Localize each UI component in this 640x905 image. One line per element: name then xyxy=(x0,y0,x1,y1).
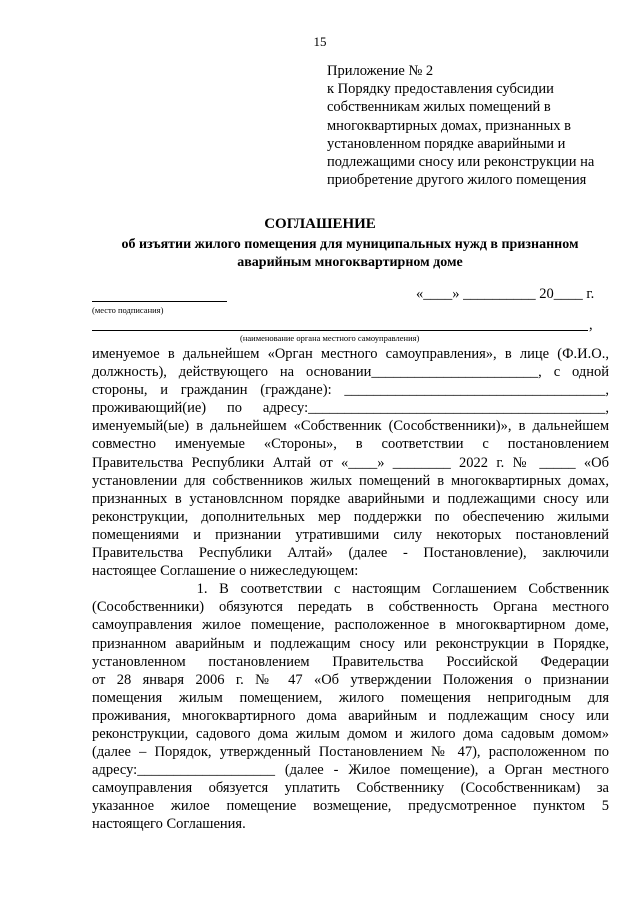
body-line: Правительства Республики Алтай» (далее - Постановление), заключили xyxy=(92,545,609,562)
appendix-line: многоквартирных домах, признанных в xyxy=(327,117,571,134)
body-line: от 28 января 2006 г. № 47 «Об утверждении Положения о признании xyxy=(92,671,609,688)
body-line: реконструкции, садового дома жилым домом и жилого дома садовым домом» xyxy=(92,725,609,742)
appendix-line: приобретение другого жилого помещения xyxy=(327,172,587,189)
body-line: 1. В соответствии с настоящим Соглашением Собственник xyxy=(92,581,609,598)
appendix-line: подлежащими сносу или реконструкции на xyxy=(327,154,595,171)
body-line: самоуправления жилое помещение, расположенное в многоквартирном доме, xyxy=(92,617,609,634)
body-line: проживания, многоквартирного дома аварийным и подлежащим сносу или xyxy=(92,707,609,724)
body-line: (далее – Порядок, утвержденный Постановлением № 47), расположенном по xyxy=(92,744,609,761)
body-line: указанное жилое помещение возмещение, предусмотренное пунктом 5 xyxy=(92,798,609,815)
place-of-signing-line xyxy=(92,301,227,302)
document-subtitle: об изъятии жилого помещения для муниципальных нужд в признанном аварийным многоквартирном доме xyxy=(121,237,579,270)
place-of-signing-caption: (место подписания) xyxy=(92,305,164,315)
body-line: адресу:___________________ (далее - Жилое помещение), а Орган местного xyxy=(92,762,609,779)
body-line: именуемое в дальнейшем «Орган местного самоуправления», в лице (Ф.И.О., xyxy=(92,346,609,362)
appendix-header xyxy=(327,62,627,189)
authority-name-line xyxy=(92,330,588,331)
body-line: стороны, и гражданин (граждане): ____________________________________, xyxy=(92,382,609,399)
body-line: настоящее Соглашение о нижеследующем: xyxy=(92,563,359,580)
body-line: проживающий(ие) по адресу:_________________________________________, xyxy=(92,400,609,417)
appendix-line: Приложение № 2 xyxy=(327,63,434,79)
body-line: самоуправления обязуется уплатить Собственнику (Сособственникам) за xyxy=(92,780,609,797)
body-line: именуемый(ые) в дальнейшем «Собственник (Сособственники)», в дальнейшем xyxy=(92,418,609,435)
body-line: должность), действующего на основании_______________________, с одной xyxy=(92,364,609,381)
appendix-line: собственникам жилых помещений в xyxy=(327,99,551,116)
authority-comma: , xyxy=(589,317,593,333)
body-line: помещения жилым помещением, жилого помещения непригодным для xyxy=(92,689,609,706)
authority-name-caption: (наименование органа местного самоуправления) xyxy=(240,333,420,343)
body-line: Правительства Республики Алтай от «____» ________ 2022 г. № _____ «Об xyxy=(92,454,609,471)
body-line: помещениями и признании утратившими силу некоторых постановлений xyxy=(92,526,609,543)
appendix-line: к Порядку предоставления субсидии xyxy=(327,81,554,98)
appendix-line: установленном порядке аварийными и xyxy=(327,135,566,152)
body-line: признанном аварийным и подлежащим сносу или реконструкции в Порядке, xyxy=(92,635,609,652)
body-line: настоящего Соглашения. xyxy=(92,816,246,833)
body-line: установленном постановлением Правительства Российской Федерации xyxy=(92,653,609,670)
body-line: реконструкции, дополнительных мер поддержки по обеспечению жилыми xyxy=(92,508,609,525)
body-line: установлении для собственников жилых помещений в многоквартирных домах, xyxy=(92,472,609,489)
page-number: 15 xyxy=(313,34,327,49)
body-line: (Сособственники) обязуются передать в собственность Органа местного xyxy=(92,599,609,616)
body-line: совместно именуемые «Стороны», в соответствии с постановлением xyxy=(92,436,609,453)
document-title: СОГЛАШЕНИЕ xyxy=(264,216,376,232)
agreement-body xyxy=(92,345,609,834)
date-line: «____» __________ 20____ г. xyxy=(416,286,595,302)
body-line: признанных в установлснном порядке аварийными и подлежащими сносу или xyxy=(92,490,609,507)
